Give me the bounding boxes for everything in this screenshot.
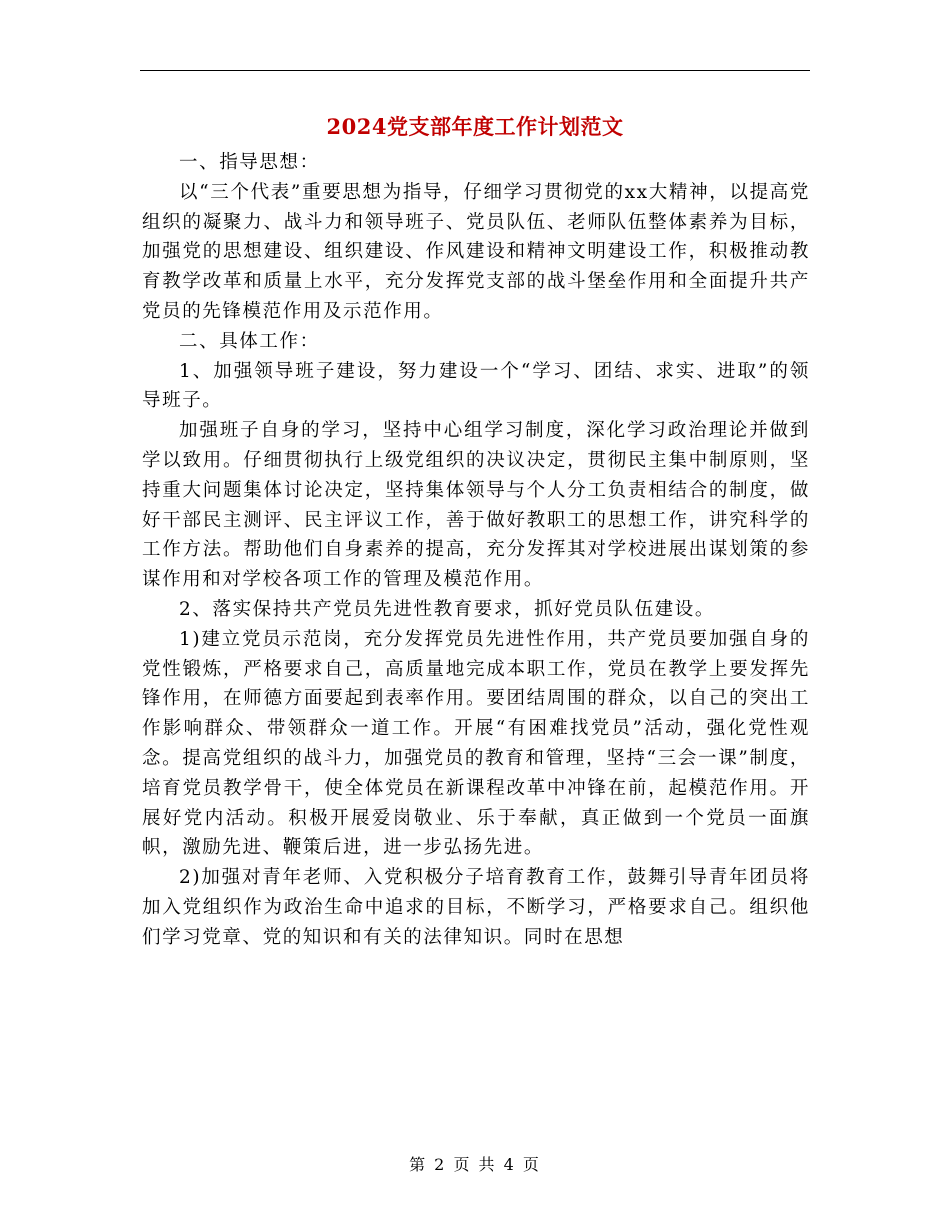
section-heading-guiding-ideology: 一、指导思想： [179,152,320,173]
paragraph-young-teacher-training: 2)加强对青年老师、入党积极分子培育教育工作，鼓舞引导青年团员将加入党组织作为政治生命中追求的目标，不断学习，严格要求自己。组织他们学习党章、党的知识和有关的法律知识。同时在思想 [142,867,810,948]
paragraph-leadership-study: 加强班子自身的学习，坚持中心组学习制度，深化学习政治理论并做到学以致用。仔细贯彻执行上级党组织的决议决定，贯彻民主集中制原则，坚持重大问题集体讨论决定，坚持集体领导与个人分工负责相结合的制度，做好干部民主测评、民主评议工作，善于做好教职工的思想工作，讲究科学的工作方法。帮助他们自身素养的提高，充分发挥其对学校进展出谋划策的参谋作用和对学校各项工作的管理及模范作用。 [142,420,810,591]
paragraph-party-member-model-post: 1)建立党员示范岗，充分发挥党员先进性作用，共产党员要加强自身的党性锻炼，严格要求自己，高质量地完成本职工作，党员在教学上要发挥先锋作用，在师德方面要起到表率作用。要团结周围的群众，以自己的突出工作影响群众、带领群众一道工作。开展“有困难找党员”活动，强化党性观念。提高党组织的战斗力，加强党员的教育和管理，坚持“三会一课”制度，培育党员教学骨干，使全体党员在新课程改革中冲锋在前，起模范作用。开展好党内活动。积极开展爱岗敬业、乐于奉献，真正做到一个党员一面旗帜，激励先进、鞭策后进，进一步弘扬先进。 [142,628,810,859]
header-rule [140,70,810,71]
paragraph-guiding-ideology: 以“三个代表”重要思想为指导，仔细学习贯彻党的xx大精神，以提高党组织的凝聚力、战斗力和领导班子、党员队伍、老师队伍整体素养为目标，加强党的思想建设、组织建设、作风建设和精神文明建设工作，积极推动教育教学改革和质量上水平，充分发挥党支部的战斗堡垒作用和全面提升共产党员的先锋模范作用及示范作用。 [142,181,810,322]
paragraph-item-2-heading: 2、落实保持共产党员先进性教育要求，抓好党员队伍建设。 [179,598,715,620]
section-heading-specific-work: 二、具体工作： [179,330,320,352]
document-body [142,148,810,953]
paragraph-item-1-heading: 1、加强领导班子建设，努力建设一个“学习、团结、求实、进取”的领导班子。 [142,360,810,412]
document-title: 2024党支部年度工作计划范文 [326,114,624,139]
page-number-footer: 第 2 页 共 4 页 [409,1155,541,1174]
